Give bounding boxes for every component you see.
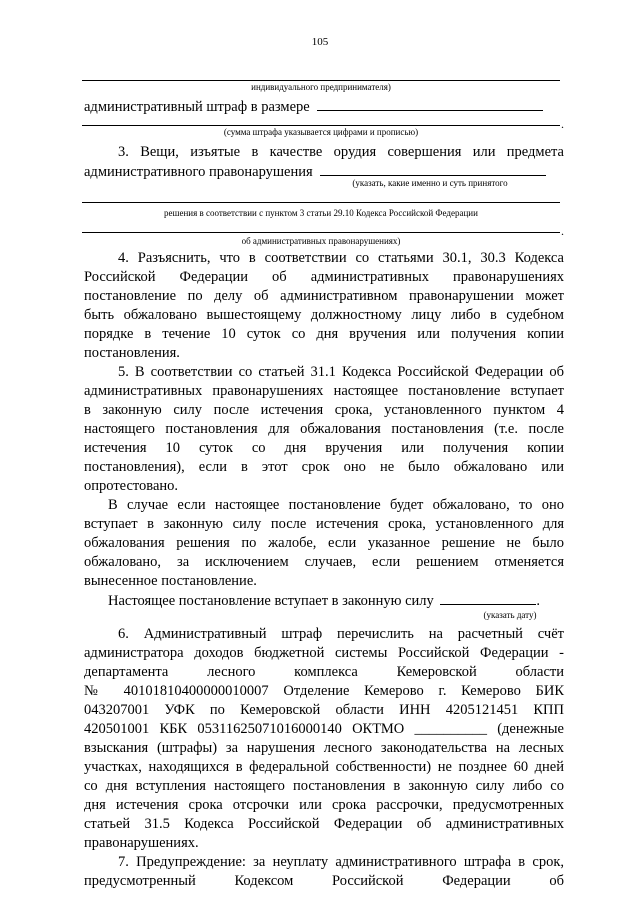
offences-dot: .: [561, 224, 564, 238]
fine-sum-dot: .: [561, 117, 564, 131]
item6-line: администратора доходов бюджетной системы Российской Федерации -: [84, 645, 564, 661]
fine-sum-caption: (сумма штрафа указывается цифрами и прописью): [223, 127, 419, 137]
item7-line: 7. Предупреждение: за неуплату административного штрафа в срок,: [118, 854, 564, 870]
offences-line: [82, 232, 560, 233]
item6-line: дня истечения срока отсрочки или срока рассрочки, предусмотренных: [84, 797, 564, 813]
item5-line: опротестовано.: [84, 478, 179, 494]
item6-line: участках, находящихся в федеральной собственности) не позднее 60 дней: [84, 759, 564, 775]
entry-into-force-label: Настоящее постановление вступает в законную силу: [108, 593, 434, 609]
appeal-line: вступает в законную силу после истечения срока, установленного для: [84, 516, 564, 532]
item4-line: постановления.: [84, 345, 180, 361]
item6-line: правонарушениях.: [84, 835, 199, 851]
appeal-line: В случае если настоящее постановление будет обжаловано, то оно: [108, 497, 564, 513]
item7-line: предусмотренный Кодексом Российской Федерации об: [84, 873, 564, 889]
item6-line: взыскания (штрафы) за нарушения лесного законодательства на лесных: [84, 740, 564, 756]
date-caption: (указать дату): [483, 610, 537, 620]
item6-line: 420501001 КБК 05311625071016000140 ОКТМО __________ (денежные: [84, 721, 564, 737]
entry-into-force-row: [108, 591, 540, 610]
item4-line: 4. Разъяснить, что в соответствии со статьями 30.1, 30.3 Кодекса: [118, 250, 564, 266]
item4-line: Российской Федерации об административных правонарушениях: [84, 269, 564, 285]
item4-line: постановление по делу об административном правонарушении может: [84, 288, 564, 304]
item6-line: 043207001 УФК по Кемеровской области ИНН 4205121451 КПП: [84, 702, 564, 718]
item3-line1: 3. Вещи, изъятые в качестве орудия совершения или предмета: [118, 144, 564, 160]
fine-amount-label: административный штраф в размере: [84, 99, 310, 115]
item5-line: постановления), если в этот срок оно не было обжаловано или: [84, 459, 564, 475]
decision-caption: решения в соответствии с пунктом 3 статьи 29.10 Кодекса Российской Федерации: [164, 208, 478, 218]
item6-line: № 40101810400000010007 Отделение Кемерово г. Кемерово БИК: [84, 683, 564, 699]
item5-line: в законную силу после истечения срока, установленного пунктом 4: [84, 402, 564, 418]
item4-line: быть обжаловано вышестоящему должностному лицу либо в судебном: [84, 307, 564, 323]
page-number: 105: [311, 36, 329, 48]
decision-line: [82, 202, 560, 203]
offences-caption: об административных правонарушениях): [241, 236, 401, 246]
appeal-line: обжалования решения по жалобе, если указанное решение не было: [84, 535, 564, 551]
item5-line: административных правонарушениях настоящее постановление вступает: [84, 383, 564, 399]
entrepreneur-caption: индивидуального предпринимателя): [251, 82, 391, 92]
fine-sum-line: [82, 125, 560, 126]
item6-line: 6. Административный штраф перечислить на расчетный счёт: [118, 626, 564, 642]
item6-line: департамента лесного комплекса Кемеровской области: [84, 664, 564, 680]
specify-items-caption: (указать, какие именно и суть принятого: [352, 178, 508, 188]
seized-items-field: [320, 162, 546, 176]
item6-line: статьей 31.5 Кодекса Российской Федерации об административных: [84, 816, 564, 832]
item5-line: 5. В соответствии со статьей 31.1 Кодекса Российской Федерации об: [118, 364, 564, 380]
appeal-line: обжаловано, за исключением случаев, если решением отменяется: [84, 554, 564, 570]
item4-line: порядке в течение 10 суток со дня вручения или получения копии: [84, 326, 564, 342]
item5-line: настоящего постановления для обжалования постановления (т.е. после: [84, 421, 564, 437]
item6-line: со дня вступления настоящего постановления в законную силу либо со: [84, 778, 564, 794]
entry-date-field: [440, 591, 536, 605]
item5-line: истечения 10 суток со дня вручения или получения копии: [84, 440, 564, 456]
fine-amount-field: [317, 97, 543, 111]
entrepreneur-line: [82, 80, 560, 81]
entry-dot: .: [536, 593, 541, 609]
item3-label: административного правонарушения: [84, 164, 313, 180]
appeal-line: вынесенное постановление.: [84, 573, 257, 589]
fine-amount-row: [84, 97, 543, 116]
